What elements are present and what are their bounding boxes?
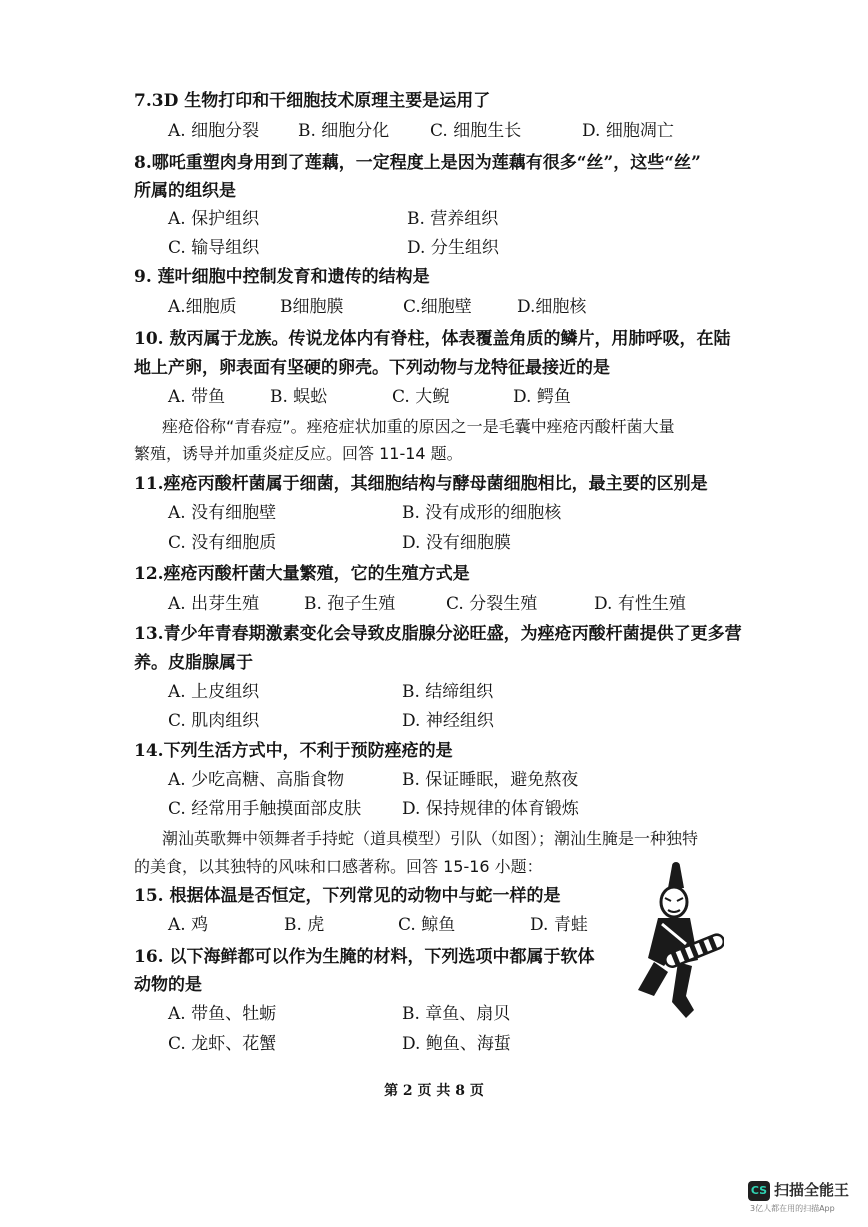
q9-option-a: A.细胞质 [168,297,237,317]
page-number-footer: 第 2 页 共 8 页 [384,1083,484,1099]
intro-11-14-line1: 痤疮俗称“青春痘”。痤疮症状加重的原因之一是毛囊中痤疮丙酸杆菌大量 [162,417,675,436]
scanner-watermark [748,1179,864,1219]
q16-option-d: D. 鲍鱼、海蜇 [402,1034,511,1054]
q14-option-b: B. 保证睡眠，避免熬夜 [402,770,579,790]
q15-option-a: A. 鸡 [168,915,209,935]
q9-option-d: D.细胞核 [517,297,587,317]
q13-option-b: B. 结缔组织 [402,682,494,702]
q11-stem: 11.痤疮丙酸杆菌属于细菌，其细胞结构与酵母菌细胞相比，最主要的区别是 [134,474,708,494]
intro-15-16-line2: 的美食，以其独特的风味和口感著称。回答 15-16 小题： [134,857,543,876]
q13-option-d: D. 神经组织 [402,711,494,731]
q16-stem-line1: 16. 以下海鲜都可以作为生腌的材料，下列选项中都属于软体 [134,947,595,967]
q8-option-c: C. 输导组织 [168,238,260,258]
q14-option-d: D. 保持规律的体育锻炼 [402,799,579,819]
camscanner-logo-icon: CS [748,1181,770,1201]
q10-option-b: B. 蜈蚣 [270,387,328,407]
q12-option-c: C. 分裂生殖 [446,594,538,614]
q12-stem: 12.痤疮丙酸杆菌大量繁殖，它的生殖方式是 [134,564,470,584]
intro-11-14-line2: 繁殖，诱导并加重炎症反应。回答 11-14 题。 [134,444,463,463]
q10-option-d: D. 鳄鱼 [513,387,571,407]
q16-stem-line2: 动物的是 [134,975,202,995]
q11-option-b: B. 没有成形的细胞核 [402,503,562,523]
q11-option-d: D. 没有细胞膜 [402,533,511,553]
watermark-slogan: 3亿人都在用的扫描App [750,1204,835,1213]
q7-option-a: A. 细胞分裂 [168,121,260,141]
q7-stem: 7.3D 生物打印和干细胞技术原理主要是运用了 [134,91,491,111]
q9-option-b: B细胞膜 [280,297,344,317]
q13-option-a: A. 上皮组织 [168,682,260,702]
q8-option-d: D. 分生组织 [407,238,499,258]
q10-option-a: A. 带鱼 [168,387,226,407]
q8-stem-line1: 8.哪吒重塑肉身用到了莲藕，一定程度上是因为莲藕有很多“丝”，这些“丝” [134,153,701,173]
q16-option-a: A. 带鱼、牡蛎 [168,1004,277,1024]
q7-option-b: B. 细胞分化 [298,121,390,141]
yingge-dancer-figure [624,862,724,1027]
q14-option-c: C. 经常用手触摸面部皮肤 [168,799,362,819]
q12-option-a: A. 出芽生殖 [168,594,260,614]
q11-option-a: A. 没有细胞壁 [168,503,277,523]
q9-stem: 9. 莲叶细胞中控制发育和遗传的结构是 [134,267,430,287]
q15-option-d: D. 青蛙 [530,915,588,935]
q10-stem-line2: 地上产卵，卵表面有坚硬的卵壳。下列动物与龙特征最接近的是 [134,358,610,378]
intro-15-16-line1: 潮汕英歌舞中领舞者手持蛇（道具模型）引队（如图）；潮汕生腌是一种独特 [162,829,699,848]
q8-option-a: A. 保护组织 [168,209,260,229]
q14-stem: 14.下列生活方式中，不利于预防痤疮的是 [134,741,453,761]
q10-stem-line1: 10. 敖丙属于龙族。传说龙体内有脊柱，体表覆盖角质的鳞片，用肺呼吸，在陆 [134,329,731,349]
watermark-app-name: 扫描全能王 [774,1181,850,1199]
q13-option-c: C. 肌肉组织 [168,711,260,731]
q8-option-b: B. 营养组织 [407,209,499,229]
q12-option-d: D. 有性生殖 [594,594,686,614]
q15-stem: 15. 根据体温是否恒定，下列常见的动物中与蛇一样的是 [134,886,561,906]
q9-option-c: C.细胞壁 [403,297,472,317]
q7-option-c: C. 细胞生长 [430,121,522,141]
q14-option-a: A. 少吃高糖、高脂食物 [168,770,345,790]
q15-option-c: C. 鲸鱼 [398,915,456,935]
q12-option-b: B. 孢子生殖 [304,594,396,614]
q15-option-b: B. 虎 [284,915,325,935]
q7-option-d: D. 细胞凋亡 [582,121,674,141]
q11-option-c: C. 没有细胞质 [168,533,277,553]
q8-stem-line2: 所属的组织是 [134,181,236,201]
q16-option-b: B. 章鱼、扇贝 [402,1004,511,1024]
q13-stem-line1: 13.青少年青春期激素变化会导致皮脂腺分泌旺盛，为痤疮丙酸杆菌提供了更多营 [134,624,742,644]
q10-option-c: C. 大鲵 [392,387,450,407]
q16-option-c: C. 龙虾、花蟹 [168,1034,277,1054]
q13-stem-line2: 养。皮脂腺属于 [134,653,253,673]
